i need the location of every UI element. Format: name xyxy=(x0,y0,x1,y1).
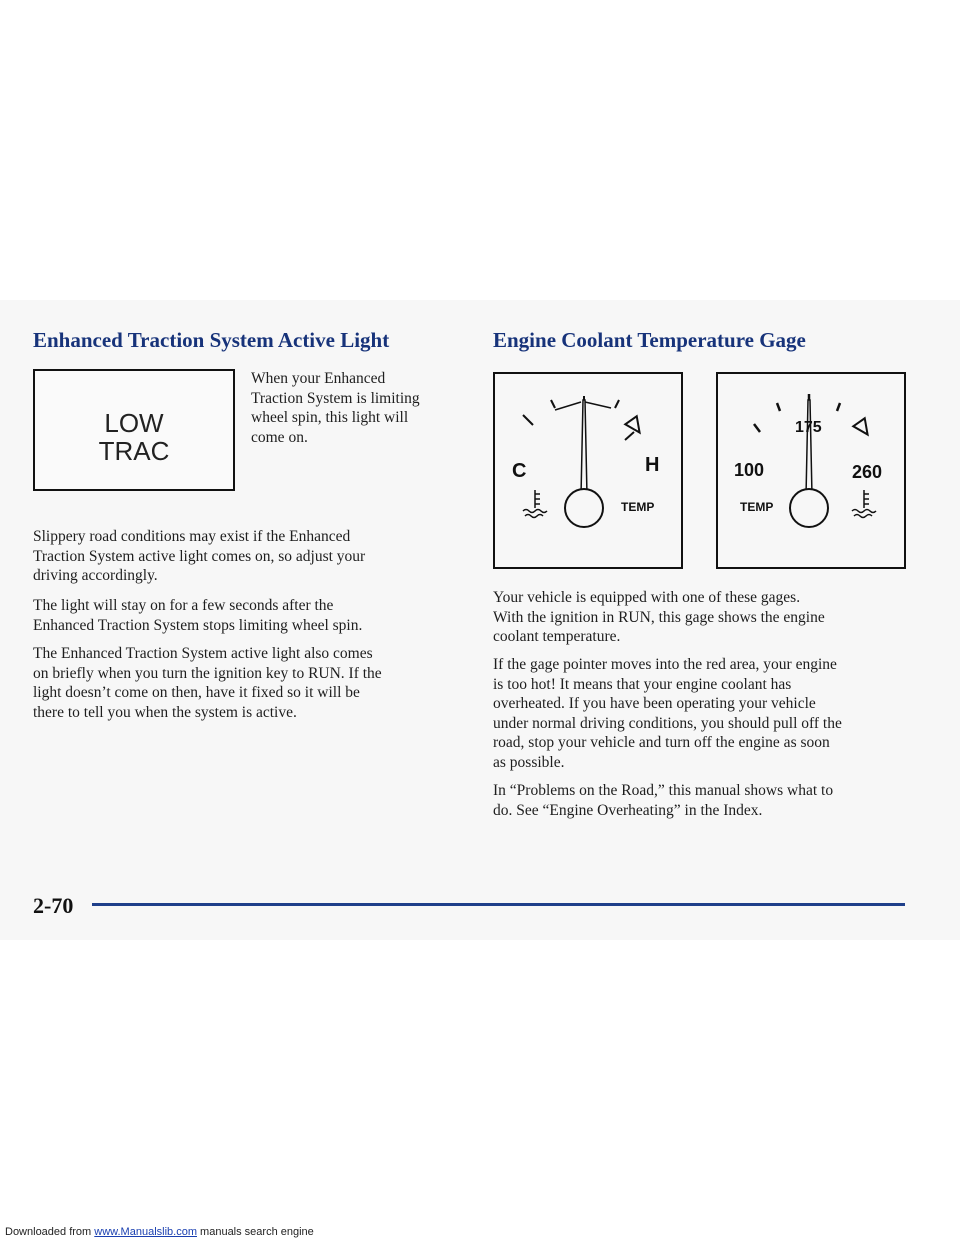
warning-symbol-icon xyxy=(853,418,873,438)
traction-paragraph-2 xyxy=(33,596,362,635)
coolant-thermometer-icon xyxy=(523,490,547,518)
traction-intro xyxy=(251,369,420,447)
gage-pointer xyxy=(581,400,587,496)
text-line: coolant temperature. xyxy=(493,628,621,645)
pointer-hub xyxy=(565,489,603,527)
coolant-gage-heading: Engine Coolant Temperature Gage xyxy=(493,328,806,352)
coolant-paragraph-3 xyxy=(493,781,833,820)
gage-temp-label: TEMP xyxy=(621,500,655,514)
text-line: road, stop your vehicle and turn off the engine as soon xyxy=(493,734,830,751)
text-line: When your Enhanced xyxy=(251,370,386,387)
text-line: In “Problems on the Road,” this manual shows what to xyxy=(493,782,834,799)
gage-cold-label: C xyxy=(512,460,527,482)
text-line: The light will stay on for a few seconds after the xyxy=(33,597,334,614)
tick-right-mid xyxy=(615,400,619,408)
tick-right-mid xyxy=(837,403,840,411)
text-line: driving accordingly. xyxy=(33,567,158,584)
tick-right xyxy=(625,432,634,440)
pointer-hub xyxy=(790,489,828,527)
footer-prefix: Downloaded from xyxy=(5,1226,92,1238)
text-line: With the ignition in RUN, this gage shows the engine xyxy=(493,608,825,626)
coolant-paragraph-1 xyxy=(493,588,825,647)
manualslib-link[interactable]: www.Manualslib.com xyxy=(94,1226,197,1238)
gage-mid-label: 175 xyxy=(795,419,822,436)
low-trac-indicator xyxy=(33,369,235,491)
tick-left-mid xyxy=(551,400,555,408)
text-line: overheated. If you have been operating your vehicle xyxy=(493,695,816,712)
gage-pointer xyxy=(806,400,812,496)
coolant-paragraph-2 xyxy=(493,655,842,772)
text-line: Your vehicle is equipped with one of these gages. xyxy=(493,589,801,606)
text-line: is too hot! It means that your engine coolant has xyxy=(493,675,792,693)
gage-temp-label: TEMP xyxy=(740,500,774,514)
indicator-line1: LOW xyxy=(104,408,164,438)
indicator-line2: TRAC xyxy=(98,436,170,466)
text-line: as possible. xyxy=(493,753,565,771)
footer-suffix: manuals search engine xyxy=(200,1226,314,1238)
gage-hot-label: H xyxy=(645,454,660,476)
text-line: do. See “Engine Overheating” in the Index. xyxy=(493,801,763,819)
traction-paragraph-3 xyxy=(33,644,382,722)
traction-paragraph-1 xyxy=(33,527,365,586)
arc-segment xyxy=(555,402,581,410)
indicator-label xyxy=(35,409,233,465)
gage-low-label: 100 xyxy=(734,460,765,480)
page-number: 2-70 xyxy=(33,893,74,918)
traction-light-heading: Enhanced Traction System Active Light xyxy=(33,328,390,352)
tick-left xyxy=(523,415,533,425)
text-line: Enhanced Traction System stops limiting wheel spin. xyxy=(33,616,363,634)
gage-high-label: 260 xyxy=(852,462,883,482)
text-line: Traction System is limiting xyxy=(251,389,420,407)
page-rule xyxy=(92,903,905,906)
text-line: on briefly when you turn the ignition key to RUN. If the xyxy=(33,664,382,682)
text-line: there to tell you when the system is active. xyxy=(33,703,297,721)
tick-left xyxy=(754,424,760,432)
text-line: The Enhanced Traction System active light also comes xyxy=(33,645,373,662)
arc-segment xyxy=(585,402,611,408)
text-line: under normal driving conditions, you should pull off the xyxy=(493,714,842,732)
text-line: light doesn’t come on then, have it fixed so it will be xyxy=(33,684,360,701)
tick-left-mid xyxy=(777,403,780,411)
text-line: If the gage pointer moves into the red area, your engine xyxy=(493,656,837,673)
coolant-gage-ch xyxy=(493,372,683,569)
coolant-gage-numeric xyxy=(716,372,906,569)
warning-symbol-icon xyxy=(625,416,645,436)
text-line: come on. xyxy=(251,428,308,446)
download-footer xyxy=(5,1226,314,1238)
text-line: Traction System active light comes on, so adjust your xyxy=(33,547,366,565)
text-line: wheel spin, this light will xyxy=(251,409,409,426)
coolant-thermometer-icon xyxy=(852,490,876,518)
gage-ch-drawing xyxy=(495,374,681,567)
text-line: Slippery road conditions may exist if the Enhanced xyxy=(33,528,351,545)
gage-numeric-drawing xyxy=(718,374,904,567)
